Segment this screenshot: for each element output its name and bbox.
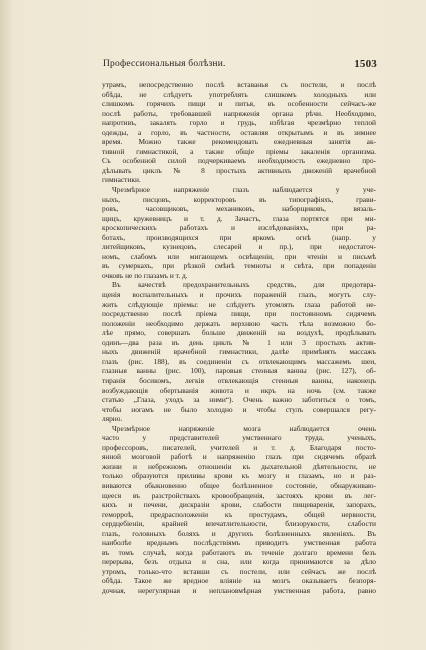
page-number: 1503 [354,58,377,70]
text-line: ботахъ, производящихся при яркомъ огнѣ (напр. у [102,232,376,242]
text-line: жизни и небрежномъ отношеніи къ дыхательной дѣятельности, не [102,461,376,471]
text-line: чтобы ногамъ не было холодно и чтобы стулъ совершался регу- [102,404,376,414]
text-line: только образуются приливы крови къ мозгу и глазамъ, но и раз- [102,471,376,481]
text-line: послѣ работы, требовавшей напряженія органа рѣчи. Необходимо, [102,108,376,118]
text-line: одинъ—два раза въ день циклъ № 1 или 3 простыхъ актив- [102,337,376,347]
text-line: геморроѣ, предрасположеніи къ простудамъ, общей нервности, [102,509,376,519]
text-line: гимнастики. [102,175,141,185]
text-line: одежды, а горло, въ частности, оставляя открытымъ и въ зимнее [102,127,376,137]
text-line: часто у представителей умственнаго труда, ученыхъ, [102,433,376,443]
text-line: лѣе прямо, совершать больше движеній на воздухѣ, продѣлывать [102,328,376,338]
text-line: слишкомъ горячихъ пищи и питья, въ особенности сейчасъ-же [102,99,376,109]
running-head [103,59,377,73]
text-line: положеніи необходимо держать верхнюю часть тѣла возможно бо- [102,318,376,328]
text-line: янной мозговой работѣ и напряженію глазъ при сидячемъ образѣ [102,452,376,462]
text-line: щееся въ разстройствахъ кровообращенія, застояхъ крови въ лег- [102,490,376,500]
text-line: литейщиковъ, кузнецовъ, слесарей и пр.), при недостаточ- [102,242,376,252]
text-line: время. Можно также рекомендовать ежедневныя занятія ак- [102,137,376,147]
text-line: очковъ не по глазамъ и т. д. [102,270,188,280]
text-line: Въ качествѣ предохранительныхъ средствъ, для предотвра- [112,280,376,290]
text-line: кроскопическихъ работахъ и изслѣдованіяхъ, при ра- [102,223,376,233]
text-line: кихъ и печени, дискразіи крови, слабости пищеваренія, запорахъ, [102,500,376,510]
text-line: сердцебіеніи, крайней впечатлительности, близорукости, слабости [102,519,376,529]
text-line: напротивъ, закалять горло и грудь, избѣгая чрезмѣрно теплой [102,118,376,128]
text-line: жить слѣдующіе пріемы: не слѣдуетъ утомлять глаза работой не- [102,299,376,309]
text-line: виваются обыкновенно общее болѣзненное состояніе, обнаруживаю- [102,480,376,490]
text-line: щицъ, кружевницъ и т. д. Зачастъ, глаза портятся при ми- [102,213,376,223]
text-line: профессоровъ, писателей, учителей и т. д. Благодаря посто- [102,442,376,452]
text-line: утромъ, только-что вставши съ постели, или сейчасъ же послѣ [102,566,376,576]
text-line: тиранія босикомъ, легкія отвлекающія стенныя ванны, наконецъ [102,375,376,385]
text-line: обѣда. Такое же вредное вліяніе на мозгъ оказываетъ безпоря- [102,576,376,586]
text-line: обѣда, не слѣдуетъ употреблять слишкомъ холодныхъ или [102,89,376,99]
text-line: наиболѣе вреднымъ послѣдствіямъ приводитъ умственная работа [102,538,376,548]
running-head-title: Профессиональныя болѣзни. [103,59,226,69]
text-line: возбуждающія обертыванія живота и икръ на ночь (см. также [102,385,376,395]
text-line: ныхъ, писцовъ, корректоровъ въ типографіяхъ, грави- [102,194,376,204]
page-gutter-shadow [0,0,14,650]
text-line: посредственно послѣ пріема пищи, при постоянномъ сидячемъ [102,309,376,319]
text-line: перерыва, безъ отдыха и сна, или когда принимаются за дѣло [102,557,376,567]
text-line: лярно. [102,414,123,424]
text-line: глазныя ванны (рис. 100), паровыя стенныя ванны (рис. 127), об- [102,366,376,376]
text-line: дѣлывать циклъ № 8 простыхъ активныхъ движеній врачебной [102,165,376,175]
text-line: щенія воспалительныхъ и прочихъ пораженій глазъ, могутъ слу- [102,290,376,300]
text-line: ныхъ движеній врачебной гимнастики, далѣе примѣнять массажъ [102,347,376,357]
text-line: въ сумеркахъ, при рѣзкой смѣнѣ темноты и свѣта, при попаденіи [102,261,376,271]
text-line: ровъ, часовщиковъ, механиковъ, наборщиковъ, вязаль- [102,204,376,214]
text-line: дочная, нерегулярная и неплановмѣрная умственная работа, равно [102,585,376,595]
text-line: въ томъ случаѣ, когда работаютъ въ теченіе долгаго времени безъ [102,547,376,557]
text-line: номъ, слабомъ или мигающемъ освѣщеніи, при чтеніи и письмѣ [102,251,376,261]
text-line: глазъ, головныхъ боляхъ и другихъ болѣзненныхъ явленіяхъ. Въ [102,528,376,538]
text-line: тивной гимнастикой, а также общіе пріемы закаленія организма. [102,146,376,156]
text-line: статью „Глаза, уходъ за ними“). Очень важно заботиться о томъ, [102,395,376,405]
text-line: Чрезмѣрное напряженіе мозга наблюдается очень [112,423,376,433]
body-text [102,80,376,596]
text-line: Чрезмѣрное напряженіе глазъ наблюдается у уче- [112,185,376,195]
text-line: Съ особенной силой подчеркиваемъ необходимость ежедневно про- [102,156,376,166]
text-line: глазъ (рис. 188), въ соединеніи съ отвлекающимъ массажемъ шеи, [102,356,376,366]
text-line: утрамъ, непосредственно послѣ вставанья съ постели, и послѣ [102,80,376,89]
